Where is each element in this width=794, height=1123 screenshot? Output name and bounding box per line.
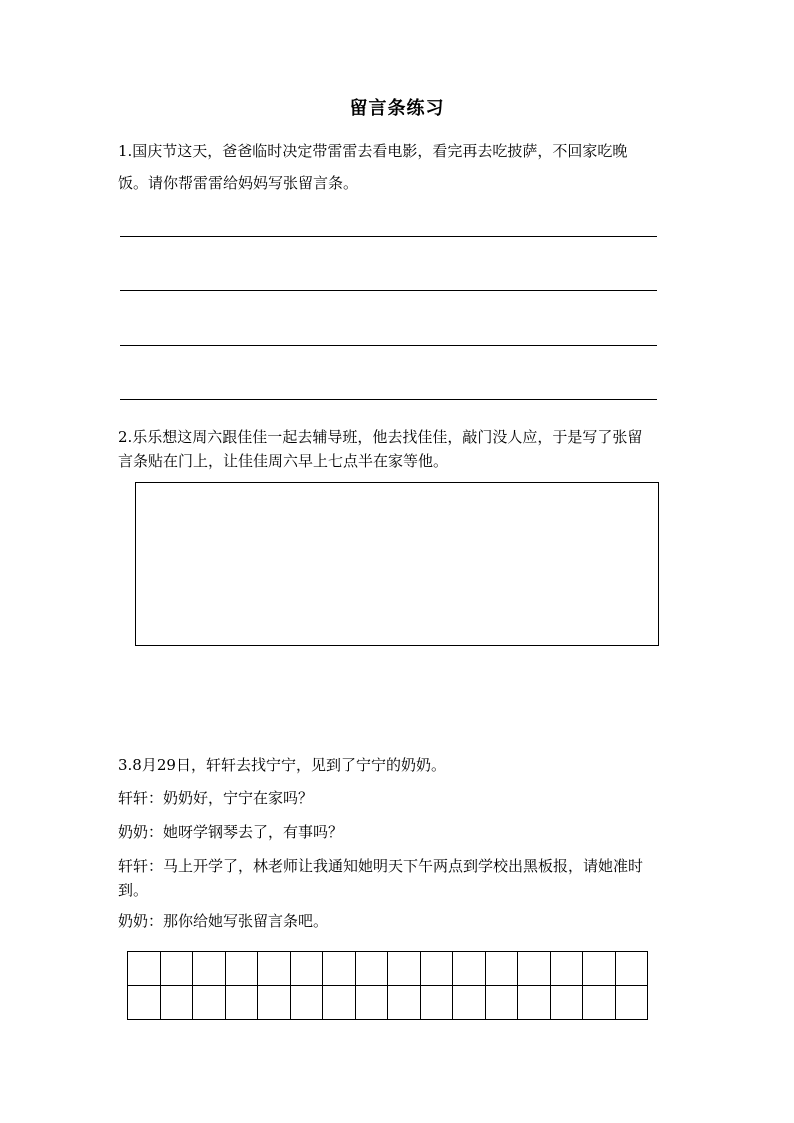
writing-grid-wrapper (127, 951, 648, 1020)
grid-cell[interactable] (518, 986, 551, 1020)
grid-cell[interactable] (420, 952, 453, 986)
grid-cell[interactable] (225, 952, 258, 986)
question-3-intro: 3.8月29日，轩轩去找宁宁，见到了宁宁的奶奶。 (118, 756, 446, 774)
grid-cell[interactable] (388, 952, 421, 986)
grid-cell[interactable] (258, 986, 291, 1020)
grid-cell[interactable] (193, 952, 226, 986)
question-2-line-1: 2.乐乐想这周六跟佳佳一起去辅导班，他去找佳佳，敲门没人应，于是写了张留 (118, 428, 643, 446)
grid-cell[interactable] (615, 952, 648, 986)
grid-cell[interactable] (323, 986, 356, 1020)
grid-cell[interactable] (323, 952, 356, 986)
answer-line-3[interactable] (120, 345, 657, 346)
grid-cell[interactable] (550, 952, 583, 986)
question-1-text (118, 135, 627, 199)
answer-line-2[interactable] (120, 290, 657, 291)
answer-line-4[interactable] (120, 399, 657, 400)
grid-cell[interactable] (225, 986, 258, 1020)
grid-cell[interactable] (160, 986, 193, 1020)
dialogue-line-multi (118, 854, 678, 902)
dialogue-line: 轩轩：马上开学了，林老师让我通知她明天下午两点到学校出黑板报，请她准时 (118, 857, 644, 875)
question-2-text (118, 425, 642, 473)
grid-cell[interactable] (453, 986, 486, 1020)
dialogue-line: 轩轩：奶奶好，宁宁在家吗？ (118, 789, 314, 807)
grid-cell[interactable] (258, 952, 291, 986)
grid-cell[interactable] (388, 986, 421, 1020)
grid-cell[interactable] (485, 986, 518, 1020)
answer-line-1[interactable] (120, 236, 657, 237)
grid-cell[interactable] (420, 986, 453, 1020)
grid-cell[interactable] (453, 952, 486, 986)
grid-cell[interactable] (355, 986, 388, 1020)
grid-cell[interactable] (160, 952, 193, 986)
page-title: 留言条练习 (349, 98, 445, 119)
dialogue-line: 到。 (118, 881, 149, 899)
grid-cell[interactable] (583, 952, 616, 986)
question-1-line-1: 1.国庆节这天，爸爸临时决定带雷雷去看电影，看完再去吃披萨，不回家吃晚 (118, 142, 628, 160)
dialogue-line: 奶奶：她呀学钢琴去了，有事吗？ (118, 823, 344, 841)
grid-cell[interactable] (615, 986, 648, 1020)
grid-cell[interactable] (128, 952, 161, 986)
grid-cell[interactable] (290, 986, 323, 1020)
writing-grid (127, 951, 648, 1020)
grid-row (128, 986, 648, 1020)
dialogue-line: 奶奶：那你给她写张留言条吧。 (118, 912, 329, 930)
grid-cell[interactable] (128, 986, 161, 1020)
question-1-line-2: 饭。请你帮雷雷给妈妈写张留言条。 (118, 174, 359, 192)
grid-cell[interactable] (290, 952, 323, 986)
answer-box[interactable] (135, 482, 659, 646)
grid-cell[interactable] (550, 986, 583, 1020)
grid-cell[interactable] (193, 986, 226, 1020)
grid-cell[interactable] (518, 952, 551, 986)
question-2-line-2: 言条贴在门上，让佳佳周六早上七点半在家等他。 (118, 452, 449, 470)
grid-cell[interactable] (583, 986, 616, 1020)
grid-row (128, 952, 648, 986)
grid-cell[interactable] (485, 952, 518, 986)
grid-cell[interactable] (355, 952, 388, 986)
